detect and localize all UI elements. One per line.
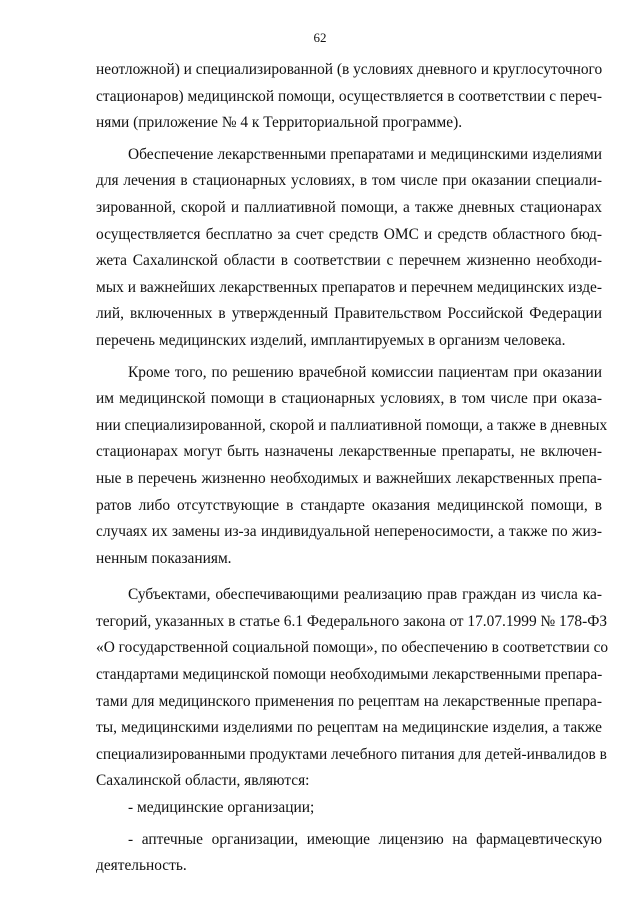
paragraph-3 xyxy=(96,360,608,573)
text-line: зированной, скорой и паллиативной помощи, а также дневных стационарах xyxy=(96,198,602,216)
paragraph-2 xyxy=(96,142,602,355)
text-line: специализированными продуктами лечебного питания для детей-инвалидов в xyxy=(96,745,607,763)
document-body xyxy=(96,57,609,880)
text-line: деятельность. xyxy=(96,857,187,875)
paragraph-4 xyxy=(96,582,609,795)
text-line: им медицинской помощи в стационарных условиях, в том числе при оказа- xyxy=(96,390,602,408)
list-item-pharmacy-organizations xyxy=(96,827,602,880)
text-line: перечень медицинских изделий, имплантируемых в организм человека. xyxy=(96,331,566,349)
text-line: ненным показаниям. xyxy=(96,549,232,567)
text-line: ные в перечень жизненно необходимых и важнейших лекарственных препа- xyxy=(96,469,602,487)
text-line: - аптечные организации, имеющие лицензию на фармацевтическую xyxy=(128,830,602,848)
text-line: для лечения в стационарных условиях, в том числе при оказании специали- xyxy=(96,172,602,190)
text-line: ратов либо отсутствующие в стандарте оказания медицинской помощи, в xyxy=(96,496,602,514)
text-line: жета Сахалинской области в соответствии с перечнем жизненно необходи- xyxy=(96,252,602,270)
text-line: ты, медицинскими изделиями по рецептам на медицинские изделия, а также xyxy=(96,719,602,737)
text-line: случаях их замены из-за индивидуальной непереносимости, а также по жиз- xyxy=(96,523,602,541)
paragraph-1 xyxy=(96,57,602,137)
text-line: - медицинские организации; xyxy=(128,799,315,817)
text-line: осуществляется бесплатно за счет средств ОМС и средств областного бюд- xyxy=(96,225,602,243)
text-line: Субъектами, обеспечивающими реализацию прав граждан из числа ка- xyxy=(128,586,602,604)
text-line: неотложной) и специализированной (в условиях дневного и круглосуточного xyxy=(96,61,603,78)
text-line: «О государственной социальной помощи», по обеспечению в соответствии со xyxy=(96,639,609,657)
text-line: Сахалинской области, являются: xyxy=(96,772,310,790)
text-line: тами для медицинского применения по рецептам на лекарственные препара- xyxy=(96,692,602,710)
text-line: Кроме того, по решению врачебной комиссии пациентам при оказании xyxy=(128,363,602,381)
list-item-medical-organizations xyxy=(96,795,602,822)
text-line: стандартами медицинской помощи необходимыми лекарственными препара- xyxy=(96,666,603,684)
text-line: лий, включенных в утвержденный Правительством Российской Федерации xyxy=(96,305,602,323)
page-number: 62 xyxy=(313,30,327,45)
text-line: стационаров) медицинской помощи, осуществляется в соответствии с переч- xyxy=(96,87,602,105)
text-line: стационарах могут быть назначены лекарственные препараты, не включен- xyxy=(96,443,602,461)
text-line: Обеспечение лекарственными препаратами и медицинскими изделиями xyxy=(128,145,602,163)
text-line: мых и важнейших лекарственных препаратов и перечнем медицинских изде- xyxy=(96,278,602,296)
text-line: нями (приложение № 4 к Территориальной программе). xyxy=(96,114,463,132)
text-line: нии специализированной, скорой и паллиативной помощи, а также в дневных xyxy=(96,416,608,434)
text-line: тегорий, указанных в статье 6.1 Федерального закона от 17.07.1999 № 178-ФЗ xyxy=(96,612,608,630)
